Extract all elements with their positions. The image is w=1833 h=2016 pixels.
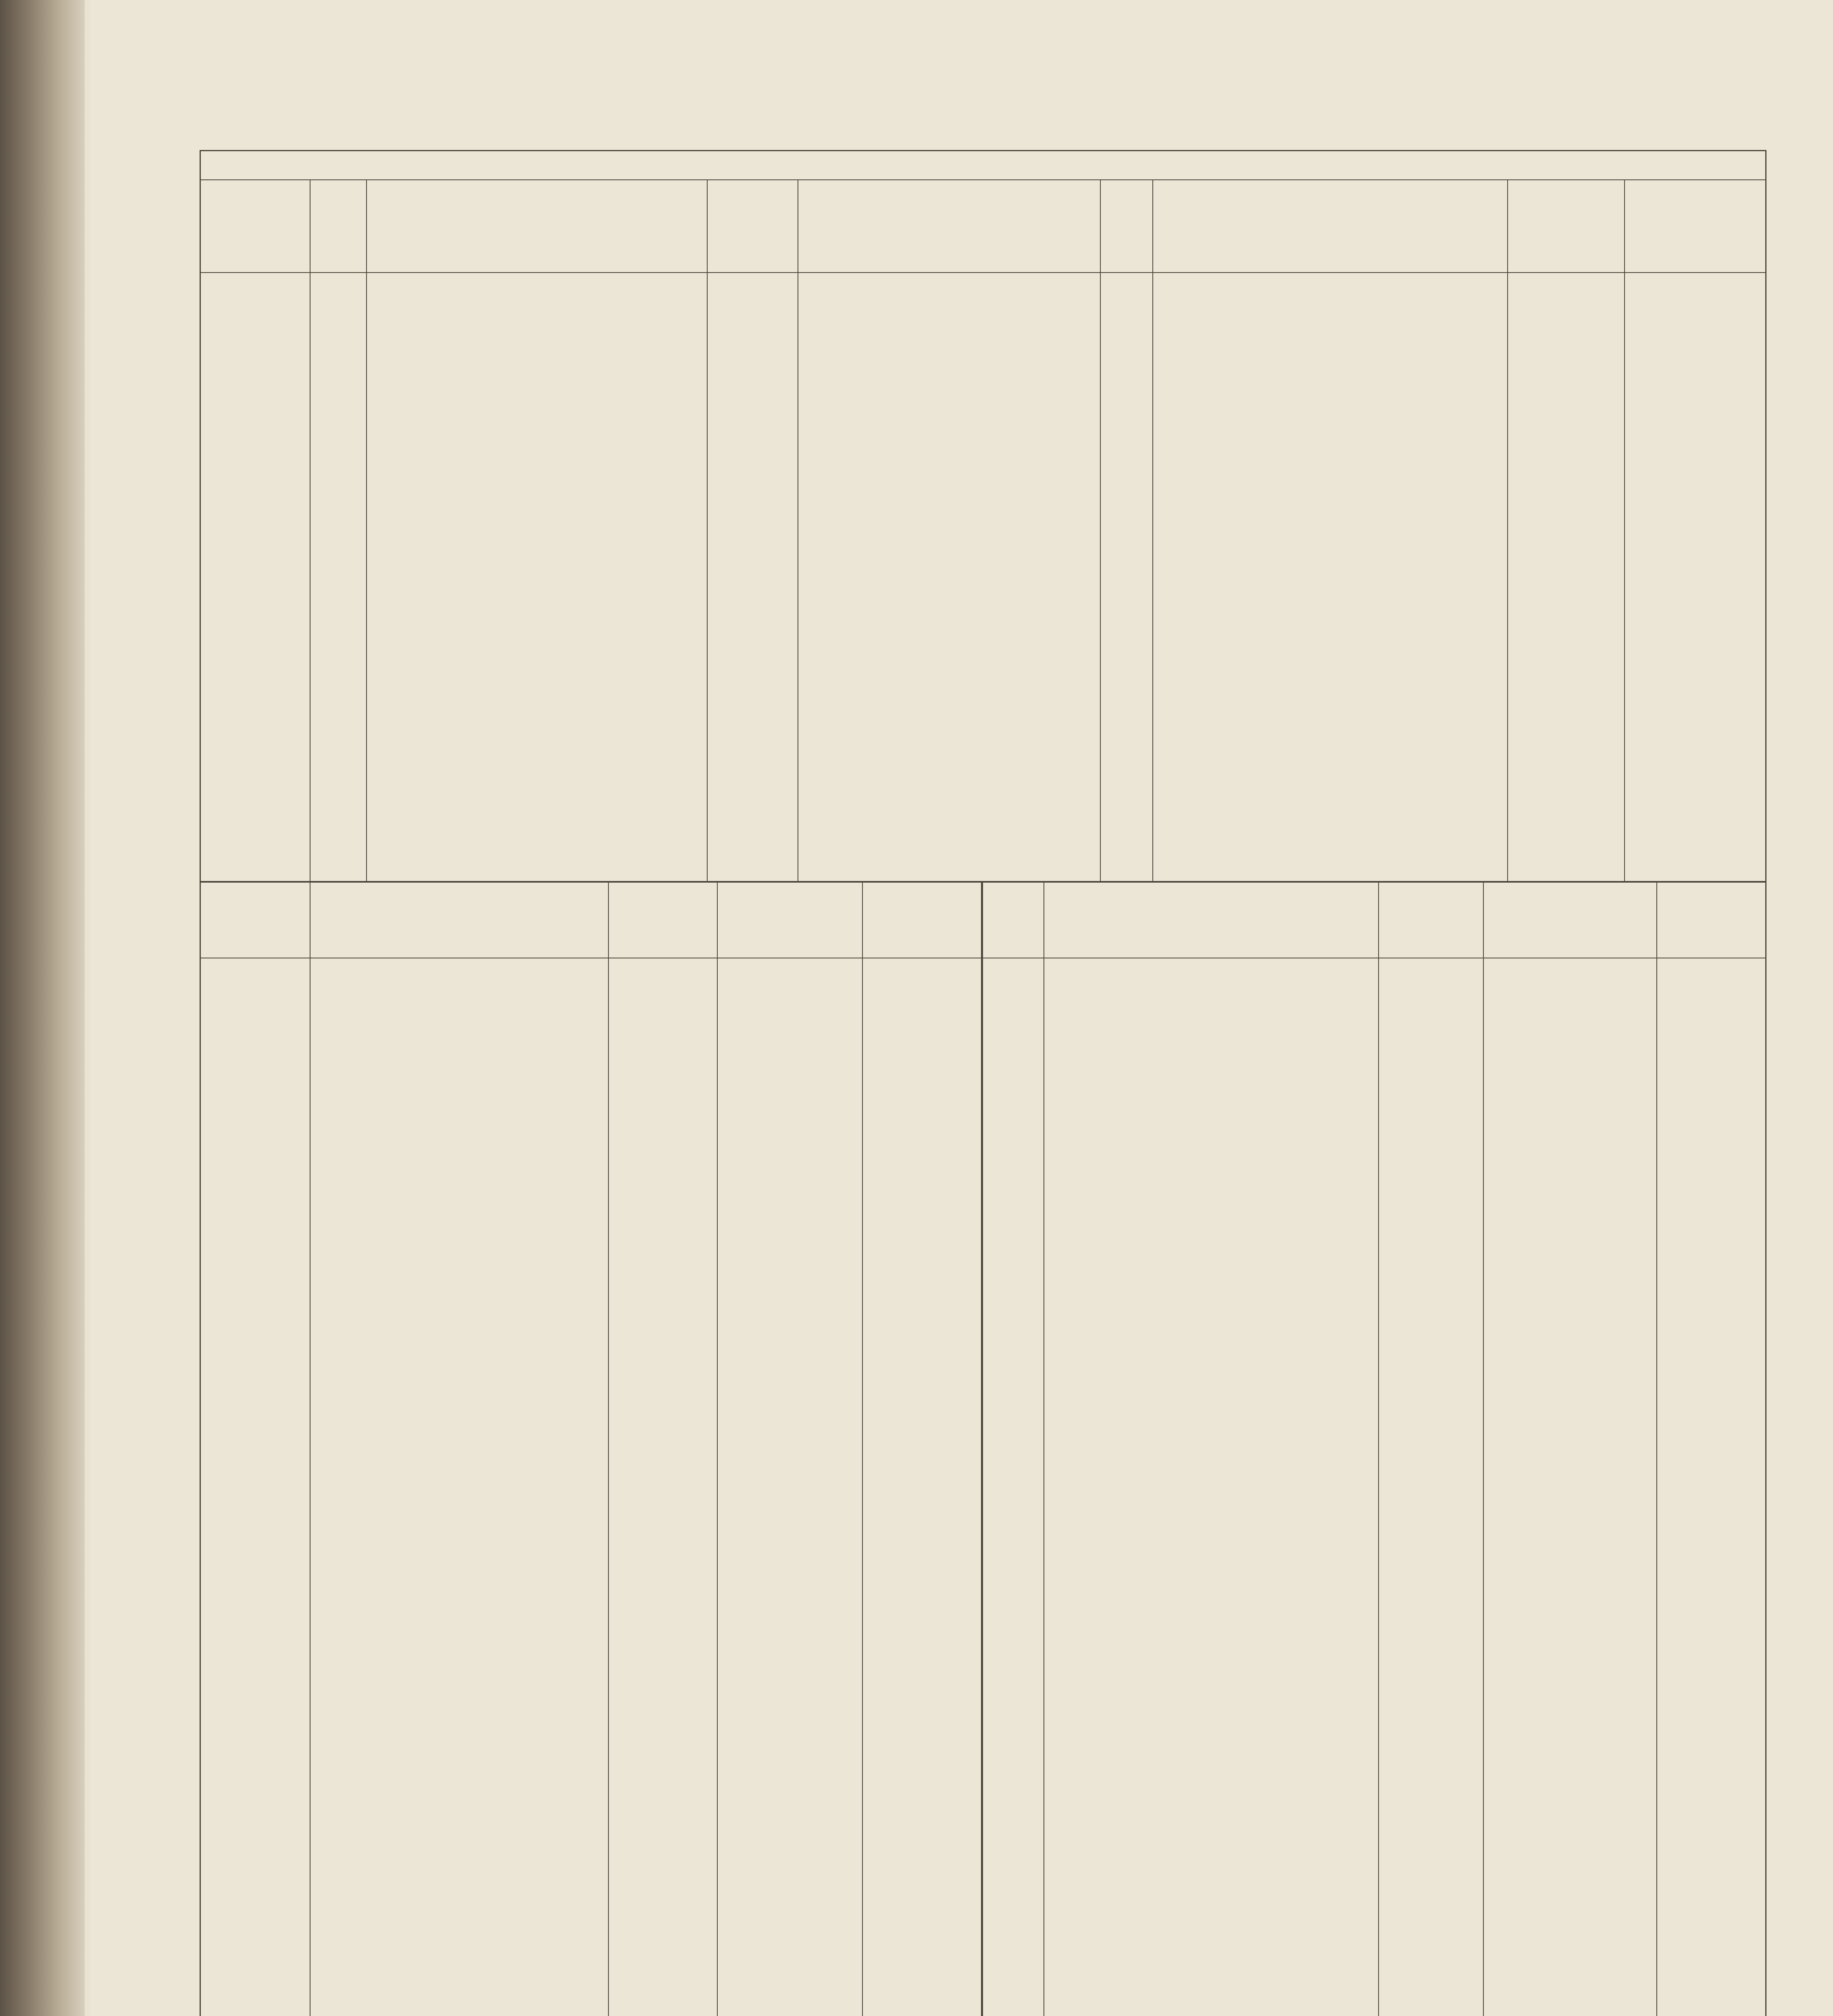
rule xyxy=(717,881,718,2016)
rule xyxy=(1100,179,1101,881)
previous-page-margin xyxy=(0,153,83,1766)
rule xyxy=(981,881,983,2016)
stock-quotation-table xyxy=(200,150,1766,2016)
rule xyxy=(201,272,1765,273)
rule xyxy=(201,179,1765,180)
rule xyxy=(1624,179,1625,881)
rule xyxy=(1507,179,1508,881)
rule xyxy=(608,881,609,2016)
rule xyxy=(201,881,1765,883)
derniers-cours-header xyxy=(1507,192,1624,204)
rule xyxy=(707,179,708,881)
rule xyxy=(862,881,863,2016)
rule xyxy=(1656,881,1657,2016)
rule xyxy=(1378,881,1379,2016)
rule xyxy=(366,179,367,881)
newspaper-page xyxy=(91,0,1833,2016)
rule xyxy=(1152,179,1153,881)
rule xyxy=(1483,881,1484,2016)
